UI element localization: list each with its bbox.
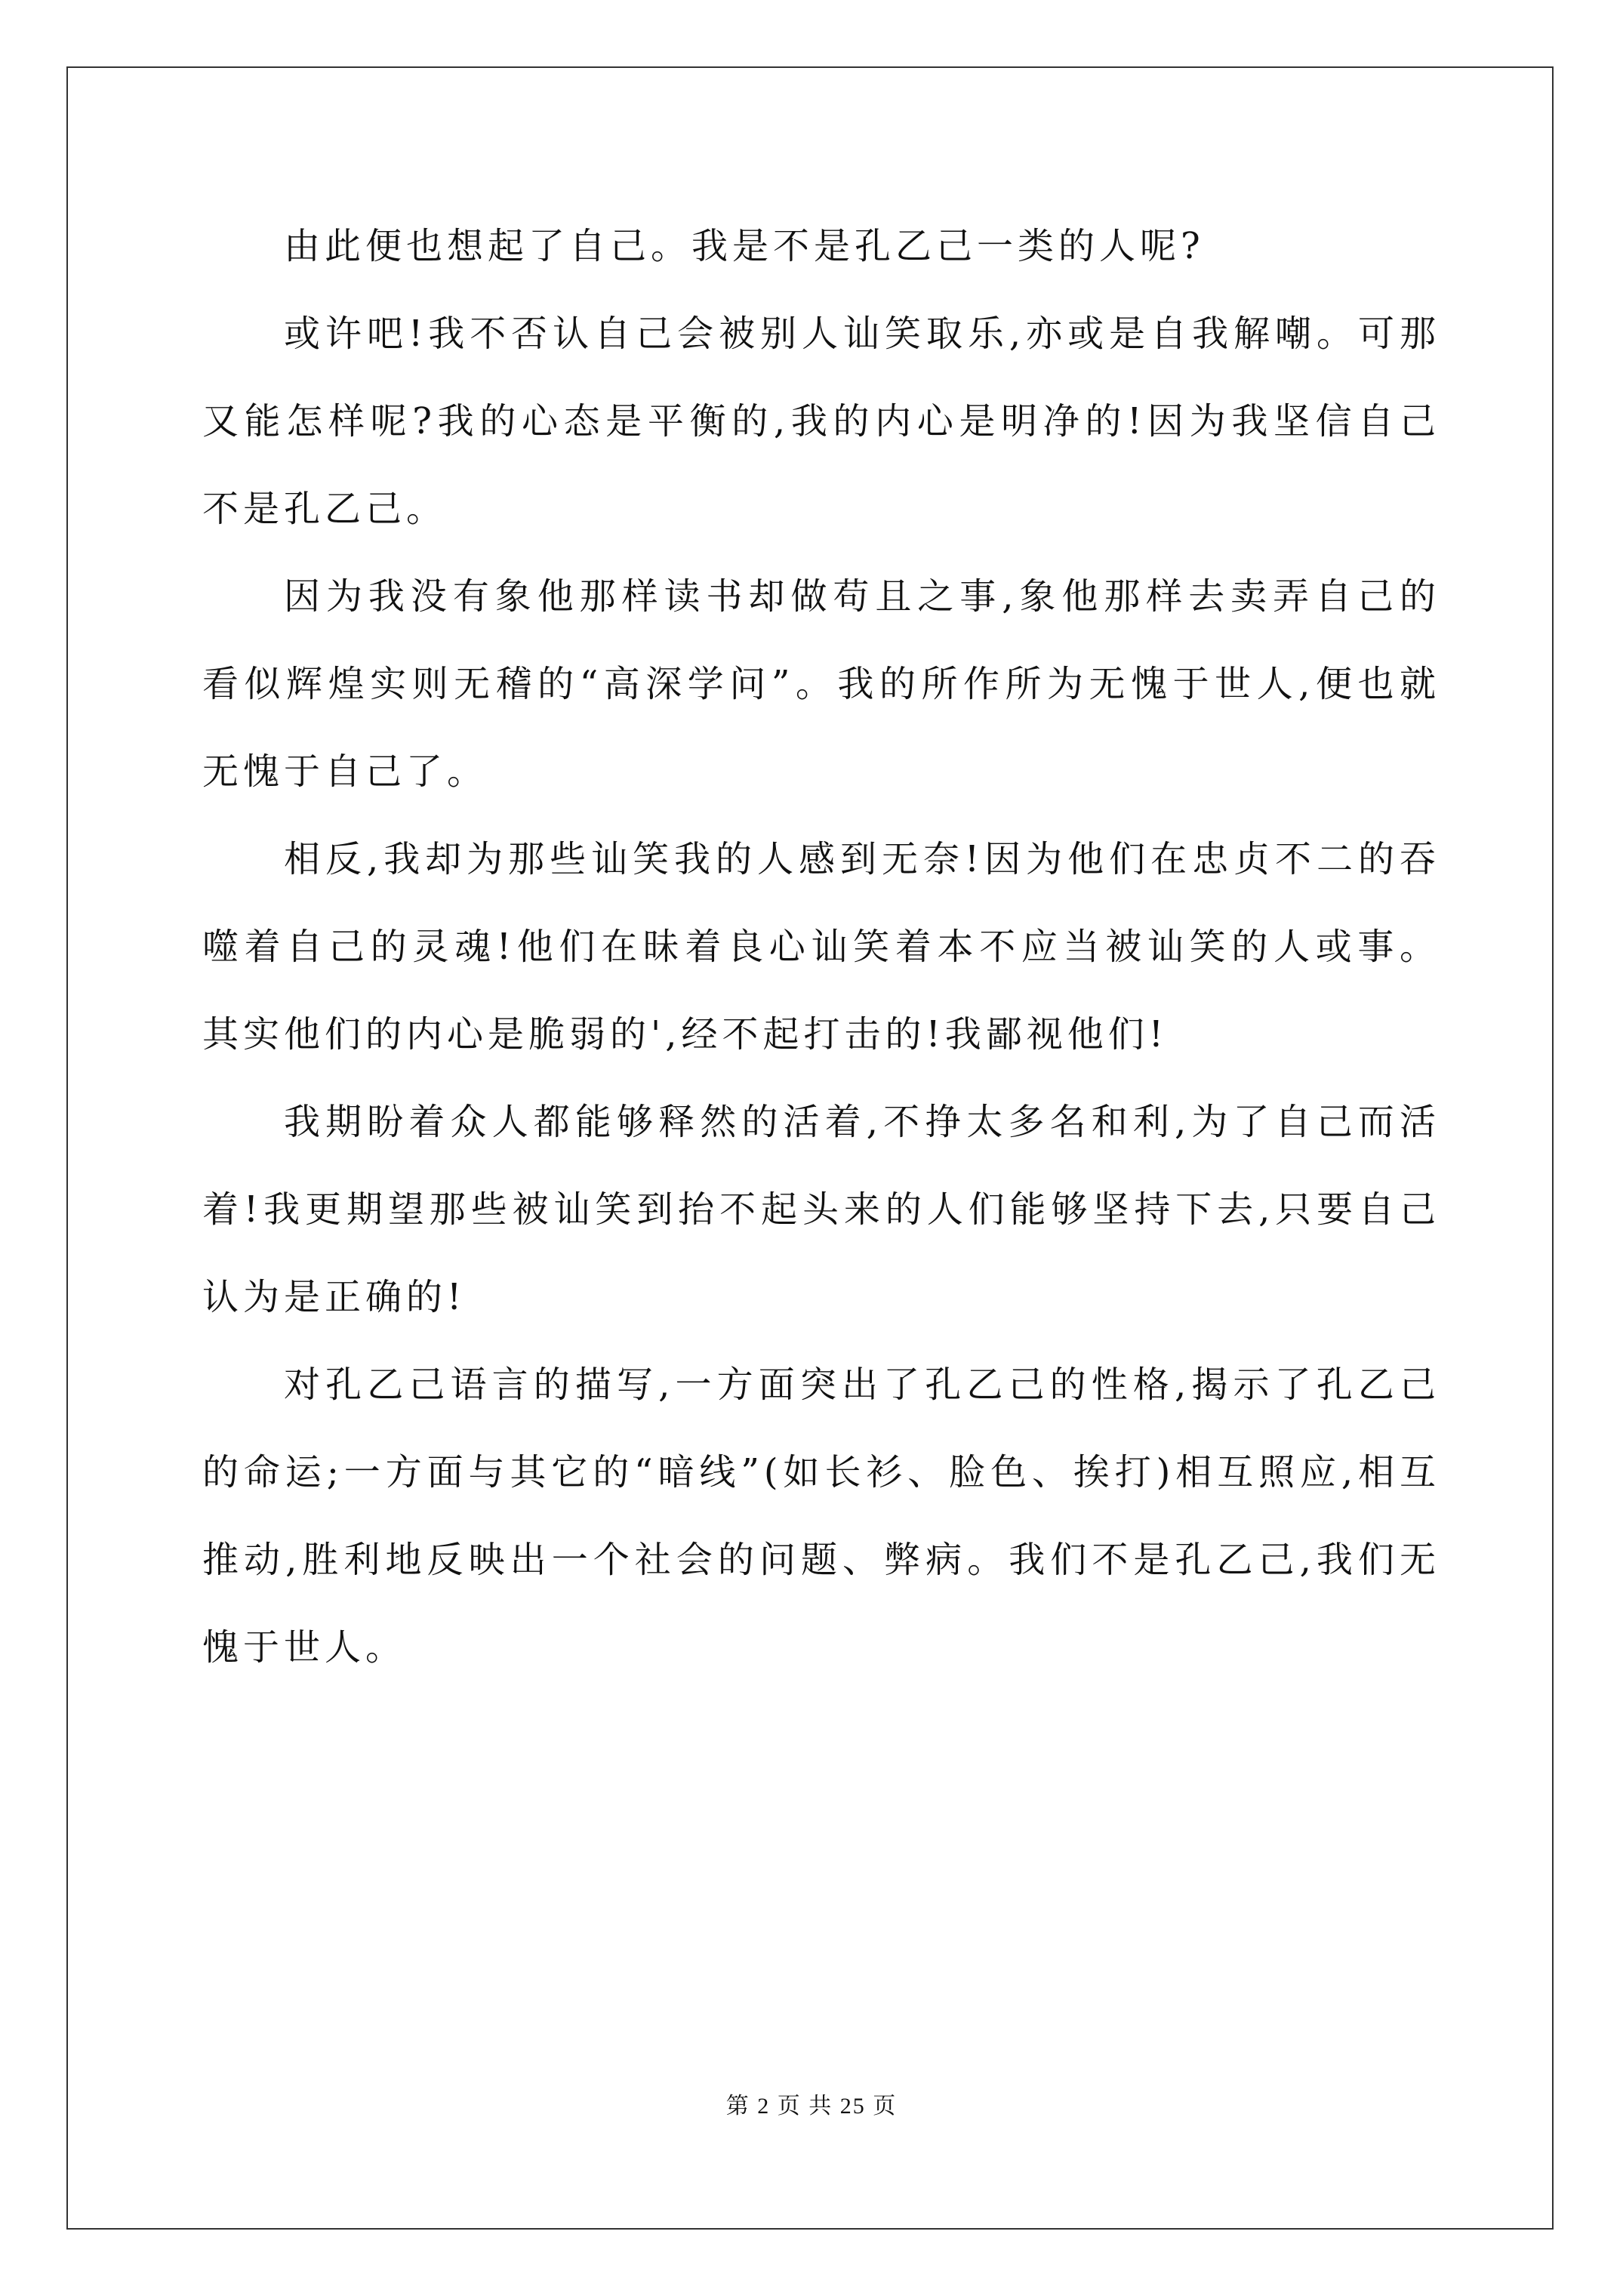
paragraph: 相反,我却为那些讪笑我的人感到无奈!因为他们在忠贞不二的吞噬着自己的灵魂!他们在昧着良心讪笑着本不应当被讪笑的人或事。其实他们的内心是脆弱的',经不起打击的!我鄙视他们! bbox=[202, 838, 1440, 1056]
paragraph: 或许吧!我不否认自己会被别人讪笑取乐,亦或是自我解嘲。可那又能怎样呢?我的心态是平衡的,我的内心是明净的!因为我坚信自己不是孔乙己。 bbox=[202, 313, 1440, 530]
paragraph: 我期盼着众人都能够释然的活着,不挣太多名和利,为了自己而活着!我更期望那些被讪笑到抬不起头来的人们能够坚持下去,只要自己认为是正确的! bbox=[202, 1101, 1440, 1318]
page-number-footer: 第 2 页 共 25 页 bbox=[725, 2094, 898, 2119]
paragraph: 因为我没有象他那样读书却做苟且之事,象他那样去卖弄自己的看似辉煌实则无稽的“高深学问”。我的所作所为无愧于世人,便也就无愧于自己了。 bbox=[202, 575, 1440, 793]
paragraph: 对孔乙己语言的描写,一方面突出了孔乙己的性格,揭示了孔乙己的命运;一方面与其它的“暗线”(如长衫、脸色、挨打)相互照应,相互推动,胜利地反映出一个社会的问题、弊病。我们不是孔乙己,我们无愧于世人。 bbox=[202, 1364, 1440, 1669]
document-body bbox=[202, 202, 1440, 1691]
paragraph: 由此便也想起了自己。我是不是孔乙己一类的人呢? bbox=[284, 225, 1205, 267]
